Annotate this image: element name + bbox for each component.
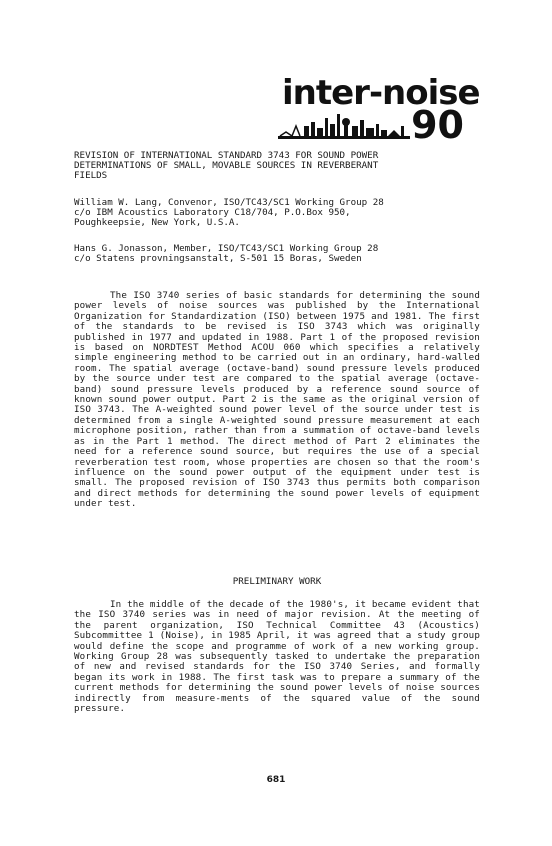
author-jonasson: Hans G. Jonasson, Member, ISO/TC43/SC1 Working Group 28 c/o Statens provningsanstalt, S-501 15 Boras, Sweden: [74, 243, 379, 265]
inter-noise-logo: [278, 73, 480, 147]
author-lang: William W. Lang, Convenor, ISO/TC43/SC1 Working Group 28 c/o IBM Acoustics Laboratory C18/704, P.O.Box 950, Poughkeepsie, New York, U.S.A.: [74, 197, 384, 229]
section-heading: PRELIMINARY WORK: [232, 576, 322, 587]
city-skyline-icon: [278, 112, 410, 142]
page-number: 681: [266, 775, 286, 785]
body-paragraph-preliminary: In the middle of the decade of the 1980's, it became evident that the ISO 3740 series was in need of major revision. At the meeting of the parent organization, ISO Technical Committee 43 (Acoustics) Subcommittee 1 (Noise), in 1985 April, it was agreed that a study group would define the scope and programme of work of a new working group. Working Group 28 was subsequently tasked to undertake the preparation of new and revised standards for the ISO 3740 Series, and formally began its work in 1988. The first task was to prepare a summary of the current methods for determining the sound power levels of noise sources indirectly from measure-ments of the squared value of the sound pressure.: [74, 599, 480, 715]
paper-title: REVISION OF INTERNATIONAL STANDARD 3743 FOR SOUND POWER DETERMINATIONS OF SMALL, MOVABLE SOURCES IN REVERBERANT FIELDS: [74, 150, 379, 182]
logo-year: 90: [411, 103, 464, 147]
logo-wordmark: inter-noise: [282, 73, 480, 113]
body-paragraph-intro: The ISO 3740 series of basic standards for determining the sound power levels of noise sources was published by the International Organization for Standardization (ISO) between 1975 and 1981. The first of the standards to be revised is ISO 3743 which was originally published in 1977 and updated in 1988. Part 1 of the proposed revision is based on NORDTEST Method ACOU 060 which specifies a relatively simple engineering method to be carried out in an ordinary, hard-walled room. The spatial average (octave-band) sound pressure levels produced by the source under test are compared to the spatial average (octave-band) sound pressure levels produced by a reference sound source of known sound power output. Part 2 is the same as the original version of ISO 3743. The A-weighted sound power level of the source under test is determined from a single A-weighted sound pressure measurement at each microphone position, rather than from a summation of octave-band levels as in the Part 1 method. The direct method of Part 2 eliminates the need for a reference sound source, but requires the use of a special reverberation test room, whose properties are chosen so that the room's influence on the sound power output of the equipment under test is small. The proposed revision of ISO 3743 thus permits both comparison and direct methods for determining the sound power levels of equipment under test.: [74, 290, 480, 510]
